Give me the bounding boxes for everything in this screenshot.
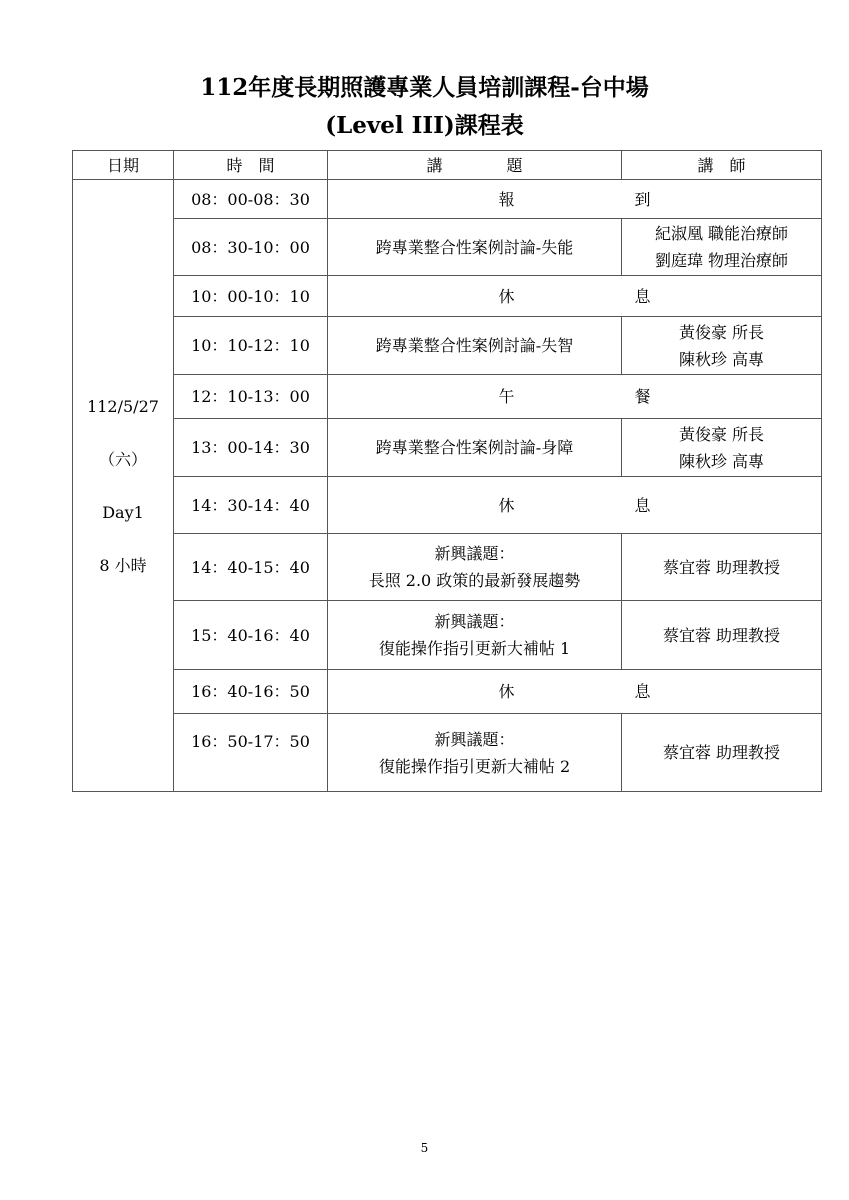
day-cell	[73, 180, 174, 792]
time-cell: 12：10-13：00	[174, 375, 328, 419]
time-cell: 08：30-10：00	[174, 219, 328, 276]
teacher-cell	[622, 317, 822, 375]
topic-cell	[328, 219, 622, 276]
header-topic: 講 題	[328, 151, 622, 180]
time-cell: 16：40-16：50	[174, 670, 328, 714]
day-weekday: （六）	[98, 449, 147, 469]
break-char: 息	[634, 286, 651, 306]
table-row	[73, 670, 822, 714]
course-schedule-table	[72, 150, 822, 792]
topic-text: 新興議題：	[434, 544, 515, 563]
table-row	[73, 477, 822, 534]
teacher-name: 蔡宜蓉 助理教授	[662, 743, 781, 762]
topic-text: 新興議題：	[434, 612, 515, 631]
teacher-name: 蔡宜蓉 助理教授	[662, 557, 781, 577]
header-time: 時 間	[174, 151, 328, 180]
topic-cell	[328, 601, 622, 670]
table-row	[73, 180, 822, 219]
time-cell: 10：00-10：10	[174, 276, 328, 317]
teacher-name: 劉庭瑋 物理治療師	[654, 251, 789, 270]
break-char: 休	[498, 286, 515, 306]
teacher-cell	[622, 219, 822, 276]
break-char: 報	[498, 189, 515, 209]
time-cell: 08：00-08：30	[174, 180, 328, 219]
time-cell: 15：40-16：40	[174, 601, 328, 670]
teacher-cell	[622, 419, 822, 477]
break-cell	[328, 477, 822, 534]
teacher-name: 陳秋珍 高專	[678, 451, 765, 471]
teacher-cell	[622, 601, 822, 670]
page-number: 5	[420, 1141, 429, 1155]
day-date: 112/5/27	[87, 396, 159, 416]
topic-cell	[328, 317, 622, 375]
time-cell: 10：10-12：10	[174, 317, 328, 375]
break-char: 餐	[634, 387, 651, 406]
break-char: 休	[498, 495, 515, 515]
time-cell: 16：50-17：50	[174, 714, 328, 792]
table-row	[73, 534, 822, 601]
break-cell	[328, 670, 822, 714]
schedule-title-line1: 112年度長期照護專業人員培訓課程-台中場	[200, 74, 649, 101]
topic-text: 新興議題：	[434, 729, 515, 749]
day-label: Day1	[102, 502, 144, 522]
table-row	[73, 219, 822, 276]
teacher-name: 黃俊豪 所長	[678, 322, 765, 342]
topic-text: 跨專業整合性案例討論-失智	[375, 336, 574, 355]
topic-text: 長照 2.0 政策的最新發展趨勢	[368, 571, 581, 590]
teacher-name: 蔡宜蓉 助理教授	[662, 625, 781, 645]
time-cell: 14：40-15：40	[174, 534, 328, 601]
break-cell	[328, 375, 822, 419]
table-row	[73, 601, 822, 670]
topic-text: 跨專業整合性案例討論-失能	[375, 237, 574, 257]
header-row	[73, 151, 822, 180]
table-row	[73, 375, 822, 419]
break-cell	[328, 276, 822, 317]
topic-text: 復能操作指引更新大補帖 1	[378, 639, 571, 658]
break-char: 休	[498, 682, 515, 701]
break-cell	[328, 180, 822, 219]
day-hours: 8 小時	[99, 555, 147, 575]
topic-text: 復能操作指引更新大補帖 2	[378, 756, 571, 776]
teacher-cell	[622, 534, 822, 601]
break-char: 午	[498, 387, 515, 406]
table-row	[73, 714, 822, 792]
teacher-name: 陳秋珍 高專	[678, 349, 765, 369]
header-teacher: 講 師	[622, 151, 822, 180]
table-row	[73, 317, 822, 375]
teacher-cell	[622, 714, 822, 792]
teacher-name: 紀淑凰 職能治療師	[654, 224, 789, 243]
break-char: 到	[634, 189, 651, 209]
topic-cell	[328, 714, 622, 792]
teacher-name: 黃俊豪 所長	[678, 424, 765, 444]
topic-cell	[328, 419, 622, 477]
header-date: 日期	[73, 151, 174, 180]
topic-text: 跨專業整合性案例討論-身障	[375, 438, 574, 457]
schedule-title-line2: (Level III)課程表	[325, 112, 524, 139]
break-char: 息	[634, 682, 651, 701]
break-char: 息	[634, 495, 651, 515]
time-cell: 13：00-14：30	[174, 419, 328, 477]
time-cell: 14：30-14：40	[174, 477, 328, 534]
topic-cell	[328, 534, 622, 601]
table-row	[73, 419, 822, 477]
table-row	[73, 276, 822, 317]
